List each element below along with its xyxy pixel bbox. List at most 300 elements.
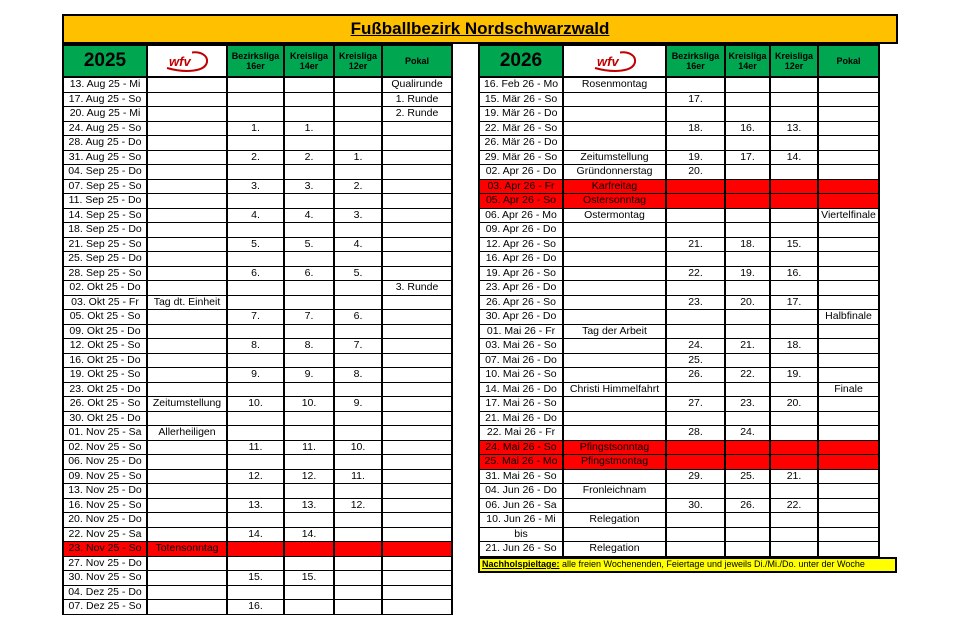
matchday-cell-bezirksliga-16er: 3. [227, 179, 284, 194]
table-row [63, 150, 452, 165]
table-row [479, 353, 879, 368]
date-cell: 06. Apr 26 - Mo [479, 208, 563, 223]
matchday-cell-kreisliga-12er [334, 513, 382, 528]
matchday-cell-bezirksliga-16er: 13. [227, 498, 284, 513]
event-cell [147, 513, 227, 528]
year-header-2026: 2026 [479, 45, 563, 77]
matchday-cell-kreisliga-12er [334, 585, 382, 600]
table-row [63, 585, 452, 600]
date-cell: 30. Okt 25 - Do [63, 411, 147, 426]
matchday-cell-bezirksliga-16er [227, 585, 284, 600]
matchday-cell-kreisliga-12er [770, 527, 818, 542]
date-cell: 04. Jun 26 - Do [479, 484, 563, 499]
date-cell: 06. Nov 25 - Do [63, 455, 147, 470]
date-cell: 10. Jun 26 - Mi [479, 513, 563, 528]
matchday-cell-kreisliga-12er [770, 382, 818, 397]
matchday-cell-bezirksliga-16er [227, 556, 284, 571]
matchday-cell-kreisliga-12er [334, 107, 382, 122]
event-cell: Pfingstsonntag [563, 440, 666, 455]
pokal-cell [382, 223, 452, 238]
pokal-cell [818, 281, 879, 296]
pokal-cell [818, 440, 879, 455]
event-cell [563, 397, 666, 412]
date-cell: 22. Mär 26 - So [479, 121, 563, 136]
matchday-cell-kreisliga-12er: 20. [770, 397, 818, 412]
pokal-cell [382, 382, 452, 397]
event-cell [147, 484, 227, 499]
matchday-cell-kreisliga-12er [770, 353, 818, 368]
event-cell: Fronleichnam [563, 484, 666, 499]
matchday-cell-kreisliga-12er [334, 353, 382, 368]
matchday-cell-kreisliga-14er: 16. [725, 121, 770, 136]
matchday-cell-kreisliga-12er [334, 295, 382, 310]
matchday-cell-kreisliga-12er [334, 324, 382, 339]
matchday-cell-bezirksliga-16er [227, 324, 284, 339]
table-row [63, 353, 452, 368]
event-cell [147, 368, 227, 383]
event-cell [147, 411, 227, 426]
event-cell [147, 281, 227, 296]
event-cell: Relegation [563, 542, 666, 557]
table-row [63, 295, 452, 310]
event-cell: Ostersonntag [563, 194, 666, 209]
pokal-cell [382, 252, 452, 267]
matchday-cell-kreisliga-12er [334, 165, 382, 180]
matchday-cell-bezirksliga-16er: 29. [666, 469, 725, 484]
table-row [63, 513, 452, 528]
matchday-cell-kreisliga-12er: 22. [770, 498, 818, 513]
table-row [63, 411, 452, 426]
matchday-cell-kreisliga-12er [334, 455, 382, 470]
matchday-cell-kreisliga-12er [334, 556, 382, 571]
event-cell [147, 527, 227, 542]
date-cell: 09. Apr 26 - Do [479, 223, 563, 238]
matchday-cell-kreisliga-14er: 1. [284, 121, 334, 136]
matchday-cell-bezirksliga-16er: 4. [227, 208, 284, 223]
date-cell: 27. Nov 25 - Do [63, 556, 147, 571]
date-cell: 19. Okt 25 - So [63, 368, 147, 383]
event-cell [147, 237, 227, 252]
matchday-cell-bezirksliga-16er: 1. [227, 121, 284, 136]
table-row [479, 411, 879, 426]
matchday-cell-bezirksliga-16er: 30. [666, 498, 725, 513]
matchday-cell-bezirksliga-16er: 15. [227, 571, 284, 586]
pokal-cell [382, 295, 452, 310]
pokal-cell [818, 121, 879, 136]
matchday-cell-kreisliga-14er [725, 527, 770, 542]
matchday-cell-kreisliga-12er [770, 107, 818, 122]
matchday-cell-kreisliga-12er [770, 484, 818, 499]
date-cell: 17. Mai 26 - So [479, 397, 563, 412]
matchday-cell-kreisliga-14er [725, 353, 770, 368]
date-cell: 02. Apr 26 - Do [479, 165, 563, 180]
table-row [479, 382, 879, 397]
matchday-cell-kreisliga-14er [284, 92, 334, 107]
matchday-cell-kreisliga-14er: 22. [725, 368, 770, 383]
date-cell: 02. Okt 25 - Do [63, 281, 147, 296]
event-cell [147, 194, 227, 209]
matchday-cell-kreisliga-12er [770, 77, 818, 92]
table-row [63, 223, 452, 238]
event-cell [147, 455, 227, 470]
date-cell: 21. Jun 26 - So [479, 542, 563, 557]
matchday-cell-kreisliga-12er [770, 165, 818, 180]
col-header-bezirksliga-16er: Bezirksliga 16er [227, 45, 284, 77]
date-cell: 13. Nov 25 - Do [63, 484, 147, 499]
date-cell: 23. Nov 25 - So [63, 542, 147, 557]
matchday-cell-kreisliga-12er [334, 194, 382, 209]
date-cell: 01. Mai 26 - Fr [479, 324, 563, 339]
matchday-cell-bezirksliga-16er [227, 194, 284, 209]
matchday-cell-bezirksliga-16er: 2. [227, 150, 284, 165]
table-row [479, 484, 879, 499]
calendar-body-2026 [479, 77, 879, 556]
svg-text:wfv: wfv [596, 54, 619, 69]
date-cell: 29. Mär 26 - So [479, 150, 563, 165]
note-text: alle freien Wochenenden, Feiertage und jeweils Di./Mi./Do. unter der Woche [559, 559, 865, 569]
date-cell: 25. Mai 26 - Mo [479, 455, 563, 470]
matchday-cell-kreisliga-12er: 5. [334, 266, 382, 281]
matchday-cell-bezirksliga-16er: 10. [227, 397, 284, 412]
matchday-cell-kreisliga-14er [284, 585, 334, 600]
matchday-cell-kreisliga-12er: 14. [770, 150, 818, 165]
pokal-cell [382, 165, 452, 180]
pokal-cell [818, 92, 879, 107]
matchday-cell-kreisliga-14er [725, 542, 770, 557]
date-cell: 21. Sep 25 - So [63, 237, 147, 252]
event-cell [147, 77, 227, 92]
date-cell: 31. Aug 25 - So [63, 150, 147, 165]
pokal-cell [818, 484, 879, 499]
pokal-cell [818, 295, 879, 310]
matchday-cell-kreisliga-14er [725, 382, 770, 397]
matchday-cell-bezirksliga-16er [666, 382, 725, 397]
event-cell [147, 223, 227, 238]
matchday-cell-bezirksliga-16er: 28. [666, 426, 725, 441]
matchday-cell-kreisliga-14er [725, 136, 770, 151]
matchday-cell-kreisliga-12er [770, 136, 818, 151]
matchday-cell-kreisliga-14er [284, 484, 334, 499]
matchday-cell-kreisliga-14er: 23. [725, 397, 770, 412]
date-cell: 07. Dez 25 - So [63, 600, 147, 615]
date-cell: 07. Sep 25 - So [63, 179, 147, 194]
pokal-cell: 2. Runde [382, 107, 452, 122]
matchday-cell-bezirksliga-16er [227, 223, 284, 238]
pokal-cell [382, 266, 452, 281]
date-cell: 30. Apr 26 - Do [479, 310, 563, 325]
matchday-cell-kreisliga-14er: 12. [284, 469, 334, 484]
table-row [479, 281, 879, 296]
matchday-cell-kreisliga-14er [284, 556, 334, 571]
matchday-cell-kreisliga-14er [725, 310, 770, 325]
matchday-cell-bezirksliga-16er [666, 484, 725, 499]
pokal-cell [818, 150, 879, 165]
date-cell: 07. Mai 26 - Do [479, 353, 563, 368]
pokal-cell [818, 397, 879, 412]
matchday-cell-kreisliga-12er: 19. [770, 368, 818, 383]
pokal-cell [382, 179, 452, 194]
matchday-cell-kreisliga-12er [770, 281, 818, 296]
table-row [63, 194, 452, 209]
date-cell: 22. Mai 26 - Fr [479, 426, 563, 441]
matchday-cell-bezirksliga-16er [666, 223, 725, 238]
table-row [63, 136, 452, 151]
pokal-cell [382, 440, 452, 455]
pokal-cell [382, 136, 452, 151]
matchday-cell-kreisliga-12er [334, 600, 382, 615]
matchday-cell-kreisliga-14er: 14. [284, 527, 334, 542]
matchday-cell-kreisliga-12er [334, 571, 382, 586]
pokal-cell [382, 469, 452, 484]
matchday-cell-kreisliga-12er [770, 513, 818, 528]
matchday-cell-bezirksliga-16er [227, 136, 284, 151]
col-header-pokal: Pokal [818, 45, 879, 77]
date-cell: 11. Sep 25 - Do [63, 194, 147, 209]
matchday-cell-kreisliga-14er: 21. [725, 339, 770, 354]
matchday-cell-kreisliga-12er [334, 484, 382, 499]
event-cell [147, 324, 227, 339]
matchday-cell-kreisliga-12er: 8. [334, 368, 382, 383]
pokal-cell [382, 353, 452, 368]
matchday-cell-kreisliga-14er [284, 281, 334, 296]
matchday-cell-bezirksliga-16er [227, 165, 284, 180]
matchday-cell-kreisliga-14er: 25. [725, 469, 770, 484]
matchday-cell-bezirksliga-16er: 23. [666, 295, 725, 310]
matchday-cell-bezirksliga-16er [666, 455, 725, 470]
matchday-cell-kreisliga-14er: 3. [284, 179, 334, 194]
date-cell: 03. Apr 26 - Fr [479, 179, 563, 194]
table-row [479, 237, 879, 252]
table-row [479, 469, 879, 484]
pokal-cell [818, 469, 879, 484]
matchday-cell-kreisliga-12er: 13. [770, 121, 818, 136]
pokal-cell [818, 353, 879, 368]
event-cell [563, 353, 666, 368]
pokal-cell [818, 339, 879, 354]
date-cell: 20. Aug 25 - Mi [63, 107, 147, 122]
table-row [63, 440, 452, 455]
date-cell: 28. Sep 25 - So [63, 266, 147, 281]
matchday-cell-kreisliga-14er [725, 77, 770, 92]
table-row [479, 136, 879, 151]
matchday-cell-bezirksliga-16er: 9. [227, 368, 284, 383]
date-cell: 03. Okt 25 - Fr [63, 295, 147, 310]
table-row [479, 266, 879, 281]
wfv-logo-icon [153, 48, 221, 74]
event-cell: Karfreitag [563, 179, 666, 194]
event-cell [147, 498, 227, 513]
pokal-cell [382, 585, 452, 600]
table-row [63, 542, 452, 557]
col-header-pokal: Pokal [382, 45, 452, 77]
matchday-cell-kreisliga-14er: 9. [284, 368, 334, 383]
matchday-cell-kreisliga-14er: 17. [725, 150, 770, 165]
date-cell: 23. Apr 26 - Do [479, 281, 563, 296]
event-cell: Totensonntag [147, 542, 227, 557]
matchday-cell-kreisliga-14er [284, 353, 334, 368]
matchday-cell-bezirksliga-16er: 7. [227, 310, 284, 325]
table-row [479, 455, 879, 470]
pokal-cell [818, 498, 879, 513]
pokal-cell [818, 426, 879, 441]
date-cell: 14. Mai 26 - Do [479, 382, 563, 397]
date-cell: 05. Okt 25 - So [63, 310, 147, 325]
date-cell: 04. Dez 25 - Do [63, 585, 147, 600]
matchday-cell-kreisliga-14er [725, 281, 770, 296]
pokal-cell [818, 237, 879, 252]
pokal-cell [818, 77, 879, 92]
date-cell: 16. Apr 26 - Do [479, 252, 563, 267]
matchday-cell-bezirksliga-16er [666, 194, 725, 209]
matchday-cell-kreisliga-12er [770, 310, 818, 325]
matchday-cell-kreisliga-14er: 19. [725, 266, 770, 281]
date-cell: 04. Sep 25 - Do [63, 165, 147, 180]
matchday-cell-kreisliga-12er [770, 542, 818, 557]
date-cell: 15. Mär 26 - So [479, 92, 563, 107]
calendar-table-2026 [478, 44, 880, 557]
date-cell: 16. Okt 25 - Do [63, 353, 147, 368]
matchday-cell-kreisliga-14er [284, 223, 334, 238]
table-row [479, 179, 879, 194]
event-cell [147, 179, 227, 194]
event-cell [147, 266, 227, 281]
event-cell: Christi Himmelfahrt [563, 382, 666, 397]
table-row [479, 397, 879, 412]
event-cell [563, 527, 666, 542]
pokal-cell [818, 542, 879, 557]
table-row [479, 440, 879, 455]
pokal-cell [382, 542, 452, 557]
matchday-cell-kreisliga-14er: 15. [284, 571, 334, 586]
date-cell: 26. Okt 25 - So [63, 397, 147, 412]
matchday-cell-bezirksliga-16er [666, 179, 725, 194]
table-row [479, 208, 879, 223]
matchday-cell-kreisliga-12er [334, 223, 382, 238]
svg-text:wfv: wfv [169, 54, 191, 69]
table-row [63, 179, 452, 194]
matchday-cell-kreisliga-12er: 1. [334, 150, 382, 165]
date-cell: 25. Sep 25 - Do [63, 252, 147, 267]
matchday-cell-kreisliga-14er [725, 411, 770, 426]
matchday-cell-kreisliga-12er: 2. [334, 179, 382, 194]
event-cell [147, 121, 227, 136]
matchday-cell-kreisliga-14er: 5. [284, 237, 334, 252]
event-cell: Relegation [563, 513, 666, 528]
table-row [479, 107, 879, 122]
matchday-cell-bezirksliga-16er: 22. [666, 266, 725, 281]
matchday-cell-bezirksliga-16er [666, 208, 725, 223]
matchday-cell-kreisliga-12er [770, 324, 818, 339]
matchday-cell-kreisliga-12er [334, 382, 382, 397]
matchday-cell-kreisliga-12er: 11. [334, 469, 382, 484]
pokal-cell [382, 426, 452, 441]
matchday-cell-kreisliga-14er: 2. [284, 150, 334, 165]
matchday-cell-kreisliga-12er: 12. [334, 498, 382, 513]
matchday-cell-kreisliga-14er [725, 165, 770, 180]
col-header-bezirksliga-16er: Bezirksliga 16er [666, 45, 725, 77]
date-cell: 20. Nov 25 - Do [63, 513, 147, 528]
pokal-cell: Viertelfinale [818, 208, 879, 223]
matchday-cell-bezirksliga-16er [666, 252, 725, 267]
matchday-cell-bezirksliga-16er [666, 107, 725, 122]
pokal-cell [818, 136, 879, 151]
table-row [479, 426, 879, 441]
table-row [63, 498, 452, 513]
matchday-cell-kreisliga-14er: 7. [284, 310, 334, 325]
date-cell: 14. Sep 25 - So [63, 208, 147, 223]
matchday-cell-kreisliga-14er [284, 77, 334, 92]
matchday-cell-kreisliga-14er [725, 92, 770, 107]
event-cell: Rosenmontag [563, 77, 666, 92]
matchday-cell-bezirksliga-16er [666, 527, 725, 542]
matchday-cell-bezirksliga-16er [227, 252, 284, 267]
matchday-cell-kreisliga-14er [284, 455, 334, 470]
matchday-cell-kreisliga-14er [725, 107, 770, 122]
table-row [63, 382, 452, 397]
matchday-cell-kreisliga-12er [770, 252, 818, 267]
note-label: Nachholspieltage: [482, 559, 560, 569]
table-row [479, 527, 879, 542]
pokal-cell [818, 165, 879, 180]
date-cell: 26. Apr 26 - So [479, 295, 563, 310]
pokal-cell [382, 411, 452, 426]
matchday-cell-kreisliga-12er [770, 455, 818, 470]
table-row [63, 339, 452, 354]
pokal-cell [382, 571, 452, 586]
matchday-cell-bezirksliga-16er [227, 295, 284, 310]
table-row [63, 208, 452, 223]
table-row [63, 455, 452, 470]
matchday-cell-kreisliga-14er: 26. [725, 498, 770, 513]
table-row [63, 310, 452, 325]
table-row [63, 266, 452, 281]
table-row [479, 223, 879, 238]
date-cell: 21. Mai 26 - Do [479, 411, 563, 426]
pokal-cell: Qualirunde [382, 77, 452, 92]
event-cell [147, 585, 227, 600]
event-cell [563, 237, 666, 252]
matchday-cell-kreisliga-14er [284, 513, 334, 528]
matchday-cell-bezirksliga-16er: 19. [666, 150, 725, 165]
pokal-cell [818, 455, 879, 470]
table-row [479, 165, 879, 180]
date-cell: 16. Feb 26 - Mo [479, 77, 563, 92]
event-cell [147, 107, 227, 122]
matchday-cell-bezirksliga-16er [666, 77, 725, 92]
matchday-cell-bezirksliga-16er [227, 484, 284, 499]
pokal-cell [818, 266, 879, 281]
pokal-cell [818, 223, 879, 238]
pokal-cell [382, 121, 452, 136]
pokal-cell [382, 513, 452, 528]
matchday-cell-kreisliga-12er: 15. [770, 237, 818, 252]
event-cell: Tag der Arbeit [563, 324, 666, 339]
pokal-cell [382, 310, 452, 325]
matchday-cell-kreisliga-14er [284, 136, 334, 151]
matchday-cell-kreisliga-14er [725, 324, 770, 339]
wfv-logo [563, 45, 666, 77]
matchday-cell-kreisliga-12er [770, 223, 818, 238]
table-row [479, 542, 879, 557]
table-row [63, 426, 452, 441]
matchday-cell-bezirksliga-16er: 6. [227, 266, 284, 281]
matchday-cell-kreisliga-12er: 7. [334, 339, 382, 354]
matchday-cell-bezirksliga-16er [666, 411, 725, 426]
matchday-cell-kreisliga-12er: 21. [770, 469, 818, 484]
date-cell: bis [479, 527, 563, 542]
matchday-cell-kreisliga-12er [334, 121, 382, 136]
matchday-cell-kreisliga-14er: 10. [284, 397, 334, 412]
